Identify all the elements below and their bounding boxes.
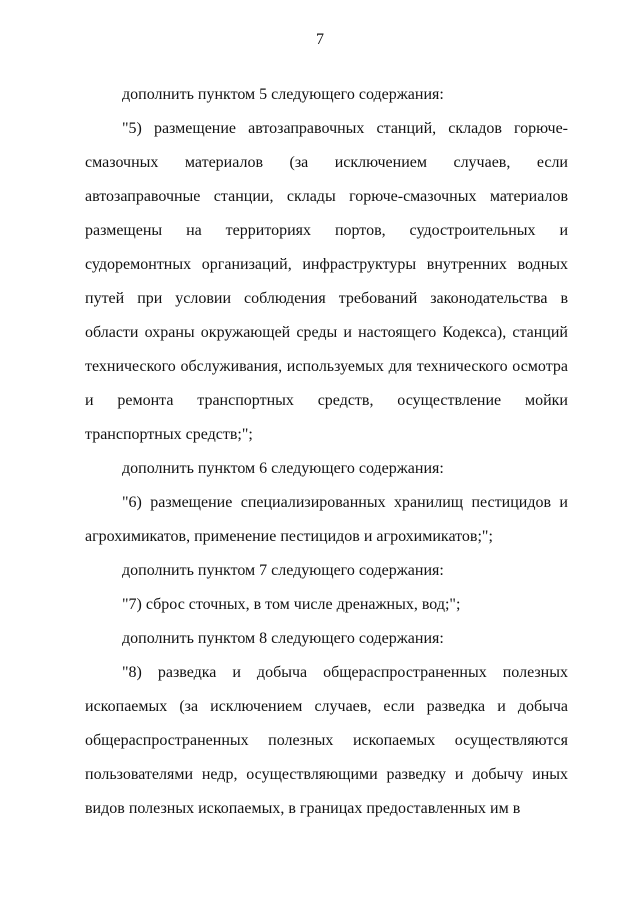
- paragraph-intro-item-8: дополнить пунктом 8 следующего содержания:: [122, 630, 444, 647]
- paragraph-item-8: "8) разведка и добыча общераспространенных полезных ископаемых (за исключением случаев, если разведка и добыча общераспространенных полезных ископаемых осуществляются пользователями недр, осуществляющими разведку и добычу иных видов полезных ископаемых, в границах предоставленных им в: [85, 664, 568, 817]
- paragraph-item-7: "7) сброс сточных, в том числе дренажных, вод;";: [122, 596, 461, 613]
- paragraph-item-5: "5) размещение автозаправочных станций, складов горюче-смазочных материалов (за исключением случаев, если автозаправочные станции, склады горюче-смазочных материалов размещены на территориях портов, судостроительных и судоремонтных организаций, инфраструктуры внутренних водных путей при условии соблюдения требований законодательства в области охраны окружающей среды и настоящего Кодекса), станций технического обслуживания, используемых для технического осмотра и ремонта транспортных средств, осуществление мойки транспортных средств;";: [85, 120, 568, 443]
- paragraph-intro-item-5: дополнить пунктом 5 следующего содержания:: [122, 86, 444, 103]
- document-body: [85, 78, 568, 826]
- paragraph-intro-item-6: дополнить пунктом 6 следующего содержания:: [122, 460, 444, 477]
- paragraph-item-6: "6) размещение специализированных хранилищ пестицидов и агрохимикатов, применение пестицидов и агрохимикатов;";: [85, 494, 568, 545]
- paragraph-intro-item-7: дополнить пунктом 7 следующего содержания:: [122, 562, 444, 579]
- page-number: 7: [316, 31, 324, 48]
